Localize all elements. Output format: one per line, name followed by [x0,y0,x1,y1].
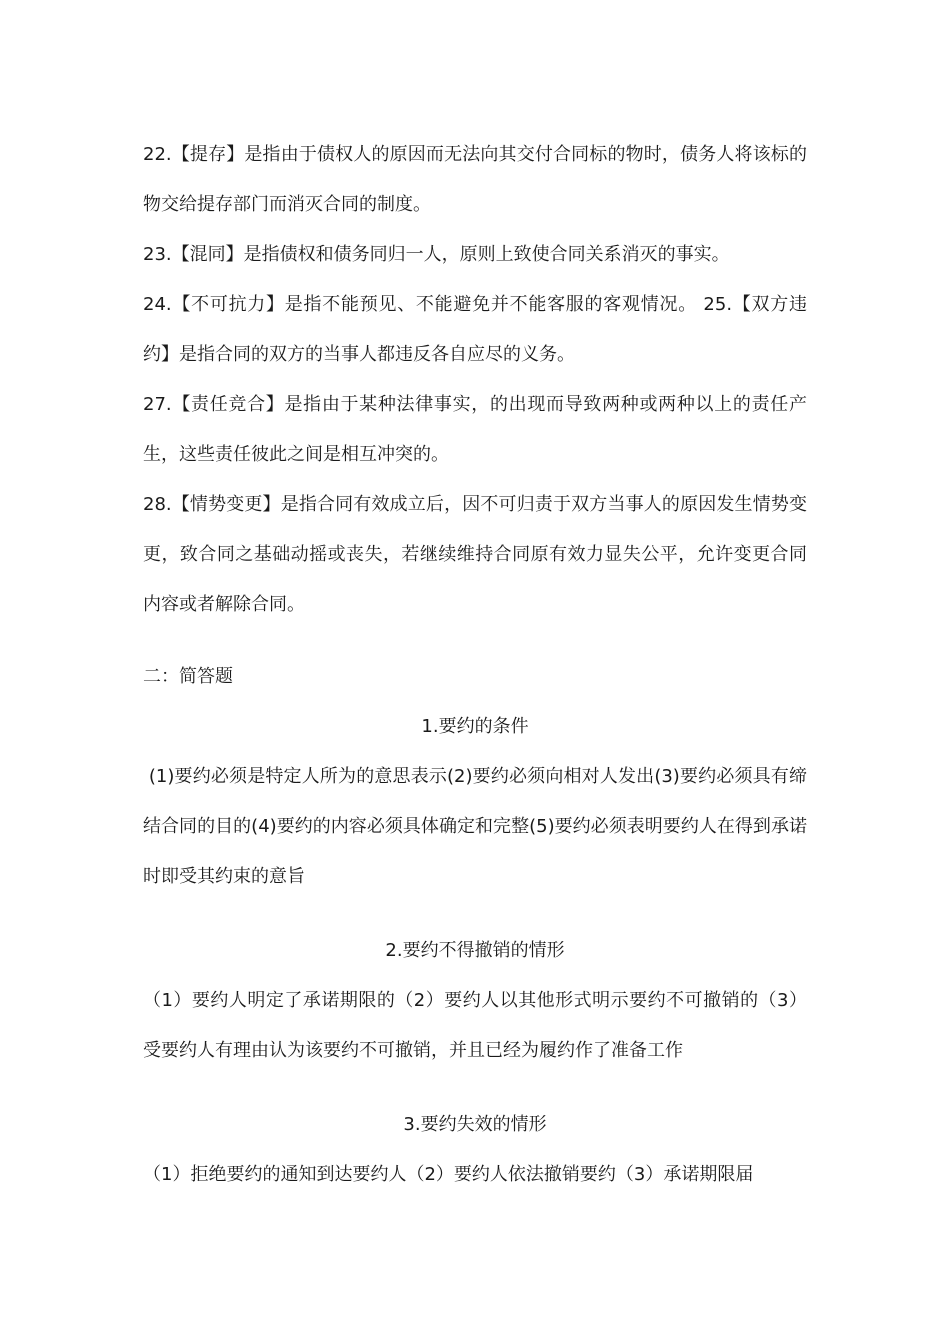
definition-28-change-of-circumstances: 28.【情势变更】是指合同有效成立后，因不可归责于双方当事人的原因发生情势变更，致合同之基础动摇或丧失，若继续维持合同原有效力显失公平，允许变更合同内容或者解除合同。 [143,494,807,615]
spacer [143,902,807,926]
definition-24-25-force-majeure-mutual-breach: 24.【不可抗力】是指不能预见、不能避免并不能客服的客观情况。 25.【双方违约】是指合同的双方的当事人都违反各自应尽的义务。 [143,294,807,365]
section-title-short-answer: 二：简答题 [143,666,233,687]
question-3-answer: （1）拒绝要约的通知到达要约人（2）要约人依法撤销要约（3）承诺期限届 [143,1164,754,1185]
document-body [143,130,807,1200]
question-1-title: 1.要约的条件 [421,716,529,737]
definition-23-huntong: 23.【混同】是指债权和债务同归一人，原则上致使合同关系消灭的事实。 [143,244,730,265]
question-2-answer: （1）要约人明定了承诺期限的（2）要约人以其他形式明示要约不可撤销的（3）受要约人有理由认为该要约不可撤销，并且已经为履约作了准备工作 [143,990,807,1061]
question-2-title: 2.要约不得撤销的情形 [385,940,565,961]
question-3-title: 3.要约失效的情形 [403,1114,547,1135]
spacer [143,1076,807,1100]
definition-27-liability-concurrence: 27.【责任竞合】是指由于某种法律事实，的出现而导致两种或两种以上的责任产生，这些责任彼此之间是相互冲突的。 [143,394,807,465]
definition-22-tiecun: 22.【提存】是指由于债权人的原因而无法向其交付合同标的物时，债务人将该标的物交给提存部门而消灭合同的制度。 [143,144,807,215]
question-1-answer: (1)要约必须是特定人所为的意思表示(2)要约必须向相对人发出(3)要约必须具有缔结合同的目的(4)要约的内容必须具体确定和完整(5)要约必须表明要约人在得到承诺时即受其约束的意旨 [143,766,807,887]
